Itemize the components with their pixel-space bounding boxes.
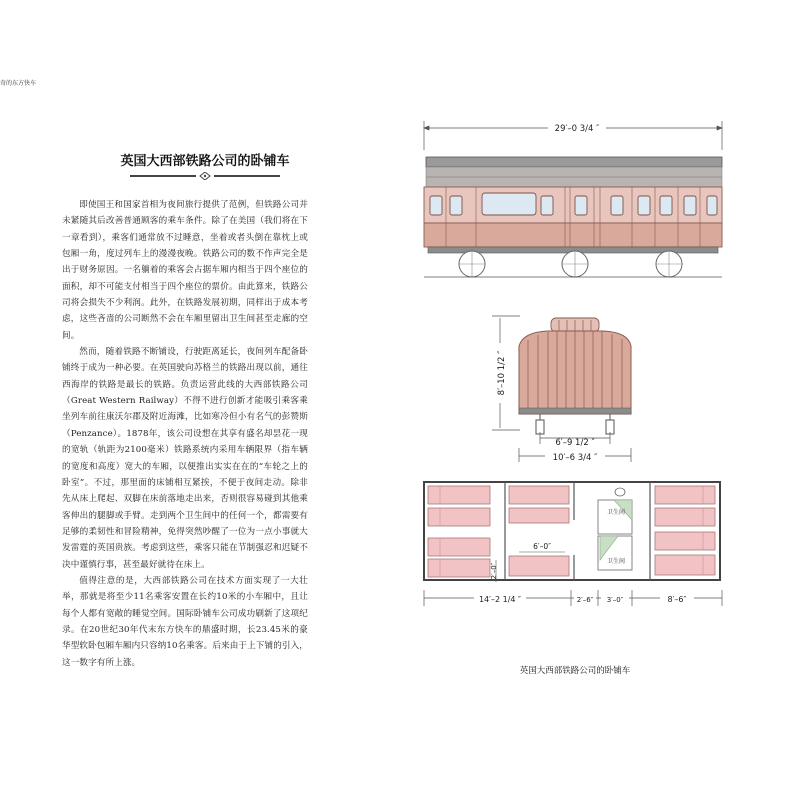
side-body-lower [424, 223, 722, 247]
end-outer-width-label: 10′–6 3/4 ″ [552, 453, 598, 463]
body-paragraph-3: 值得注意的是，大西部铁路公司在技术方面实现了一大壮举，那就是将至少11名乘客安置在长约10米的小车厢中，且让每个人都有宽敞的睡觉空间。国际卧铺车公司成功刷新了这项纪录。在20世纪30年代末东方快车的鼎盛时期，长23.45米的豪华型软卧包厢车厢内只容纳10名乘客。后来由于上下铺的引入，这一数字有所上涨。 [62, 575, 308, 668]
running-head: 奇的东方快车 [0, 80, 37, 87]
toilet-label-2: 卫生间 [606, 558, 626, 565]
plan-view [424, 482, 722, 606]
end-view [492, 316, 631, 463]
end-inner-width-label: 6′–9 1/2 ″ [555, 438, 595, 448]
side-body-upper [424, 187, 722, 223]
aisle-width-label: 6′–0″ [533, 542, 551, 551]
article-title: 英国大西部铁路公司的卧铺车 [120, 154, 290, 169]
title-ornament [130, 172, 280, 180]
article-body [62, 197, 308, 671]
plan-dim-4: 8′–6″ [667, 595, 687, 604]
body-paragraph-2: 然而，随着铁路不断铺设，行驶距离延长，夜间列车配备卧铺终于成为一种必要。在英国驶向苏格兰的铁路出现以前，通往西海岸的铁路是最长的铁路。负责运营此线的大西部铁路公司（Great Western Railway）不得不进行创新才能吸引乘客乘坐列车前往康沃尔郡及附近海滩，比如寒冷但小有名气的彭赞斯（Penzance）。1878年，该公司设想在其享有盛名却昙花一现的宽轨（轨距为2100毫米）铁路系统内采用车辆限界（指车辆的宽度和高度）宽大的车厢，以便推出实实在在的“车轮之上的卧室”。不过，那里面的床铺相互紧挨，不便于夜间走动。除非先从床上爬起、双脚在床前落地走出来，否则很容易碰到其他乘客伸出的腿脚或手臂。走到两个卫生间中的任何一个，都需要有足够的柔韧性和冒险精神，免得突然吵醒了一位为一点小事就大发雷霆的英国贵族。考虑到这些，乘客只能在节制强忍和迟疑不决中谨慎行事，甚至最好就待在床上。 [62, 347, 308, 570]
end-height-label: 8′–10 1/2 ″ [497, 350, 507, 396]
toilet-label-1: 卫生间 [606, 509, 626, 516]
plan-dim-1: 14′–2 1/4 ″ [478, 595, 522, 604]
sleeping-car-drawings [400, 110, 760, 630]
plan-dim-3: 3′–0″ [606, 596, 624, 604]
step-label: 2′–0″ [490, 562, 498, 580]
figure-caption: 英国大西部铁路公司的卧铺车 [519, 666, 631, 676]
side-length-label: 29′–0 3/4 ″ [554, 124, 600, 134]
side-view [424, 121, 722, 277]
side-roof [426, 157, 722, 167]
body-paragraph-1: 即使国王和国家首相为夜间旅行提供了范例，但铁路公司并未紧随其后改善普通顾客的乘车条件。除了在美国（我们将在下一章看到），乘客们通常放不过睡意，坐着或者头倒在靠枕上或包厢一角，度过列车上的漫漫夜晚。铁路公司的数不作声完全是出于财务原因。一名躺着的乘客会占据车厢内相当于四个座位的面积，却不可能支付相当于四个座位的票价。由此算来，铁路公司将会损失不少利润。此外，在铁路发展初期，同样出于成本考虑，这些吝啬的公司断然不会在车厢里留出卫生间甚至走廊的空间。 [62, 200, 308, 341]
plan-dim-2: 2′–6″ [576, 596, 594, 604]
